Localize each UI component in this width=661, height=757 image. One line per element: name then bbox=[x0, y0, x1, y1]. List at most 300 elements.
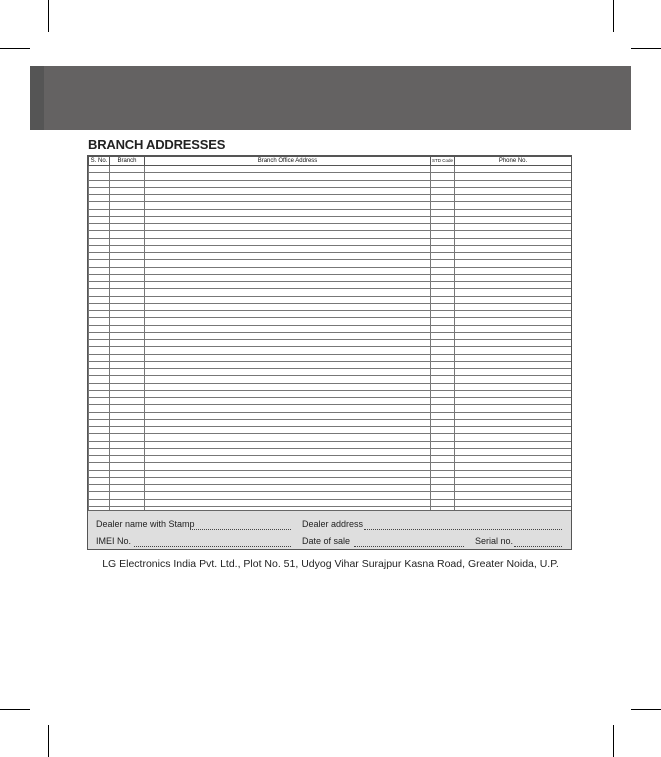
table-row bbox=[89, 492, 572, 499]
table-cell[interactable] bbox=[145, 477, 431, 484]
table-cell[interactable] bbox=[145, 260, 431, 267]
table-cell[interactable] bbox=[89, 173, 110, 180]
table-row bbox=[89, 470, 572, 477]
table-row bbox=[89, 216, 572, 223]
table-row bbox=[89, 361, 572, 368]
table-cell[interactable] bbox=[110, 260, 145, 267]
table-cell[interactable] bbox=[89, 340, 110, 347]
table-cell[interactable] bbox=[89, 267, 110, 274]
page-title: BRANCH ADDRESSES bbox=[88, 137, 226, 152]
table-row bbox=[89, 238, 572, 245]
table-cell[interactable] bbox=[145, 296, 431, 303]
table-row bbox=[89, 463, 572, 470]
table-cell[interactable] bbox=[455, 267, 572, 274]
table-cell[interactable] bbox=[110, 492, 145, 499]
column-header: Branch Office Address bbox=[145, 157, 431, 166]
table-cell[interactable] bbox=[110, 332, 145, 339]
table-cell[interactable] bbox=[455, 231, 572, 238]
table-cell[interactable] bbox=[110, 499, 145, 506]
table-cell[interactable] bbox=[145, 231, 431, 238]
table-cell[interactable] bbox=[145, 499, 431, 506]
table-cell[interactable] bbox=[431, 390, 455, 397]
table-row bbox=[89, 427, 572, 434]
table-cell[interactable] bbox=[89, 325, 110, 332]
table-row bbox=[89, 245, 572, 252]
table-cell[interactable] bbox=[89, 303, 110, 310]
table-cell[interactable] bbox=[89, 470, 110, 477]
table-cell[interactable] bbox=[89, 427, 110, 434]
table-cell[interactable] bbox=[455, 463, 572, 470]
table-cell[interactable] bbox=[455, 289, 572, 296]
table-cell[interactable] bbox=[145, 434, 431, 441]
table-cell[interactable] bbox=[145, 383, 431, 390]
table-row bbox=[89, 173, 572, 180]
table-cell[interactable] bbox=[455, 311, 572, 318]
table-cell[interactable] bbox=[145, 238, 431, 245]
dealer-info-box bbox=[88, 510, 571, 550]
table-cell[interactable] bbox=[89, 311, 110, 318]
table-cell[interactable] bbox=[145, 427, 431, 434]
table-row bbox=[89, 340, 572, 347]
table-cell[interactable] bbox=[431, 325, 455, 332]
table-cell[interactable] bbox=[145, 187, 431, 194]
table-cell[interactable] bbox=[110, 354, 145, 361]
table-row bbox=[89, 369, 572, 376]
table-cell[interactable] bbox=[431, 419, 455, 426]
table-row bbox=[89, 383, 572, 390]
table-cell[interactable] bbox=[89, 209, 110, 216]
crop-mark bbox=[631, 709, 661, 710]
table-cell[interactable] bbox=[145, 318, 431, 325]
table-cell[interactable] bbox=[145, 303, 431, 310]
table-cell[interactable] bbox=[455, 202, 572, 209]
table-cell[interactable] bbox=[455, 347, 572, 354]
table-row bbox=[89, 485, 572, 492]
table-cell[interactable] bbox=[431, 166, 455, 173]
table-cell[interactable] bbox=[110, 267, 145, 274]
table-cell[interactable] bbox=[455, 470, 572, 477]
table-cell[interactable] bbox=[89, 245, 110, 252]
table-cell[interactable] bbox=[431, 311, 455, 318]
table-body bbox=[89, 166, 572, 521]
table-cell[interactable] bbox=[455, 456, 572, 463]
table-cell[interactable] bbox=[145, 195, 431, 202]
table-cell[interactable] bbox=[455, 245, 572, 252]
table-cell[interactable] bbox=[431, 332, 455, 339]
table-cell[interactable] bbox=[431, 434, 455, 441]
table-cell[interactable] bbox=[89, 361, 110, 368]
table-cell[interactable] bbox=[145, 456, 431, 463]
table-cell[interactable] bbox=[145, 347, 431, 354]
table-cell[interactable] bbox=[110, 347, 145, 354]
table-cell[interactable] bbox=[455, 325, 572, 332]
table-cell[interactable] bbox=[431, 216, 455, 223]
branch-table bbox=[88, 156, 572, 521]
table-cell[interactable] bbox=[110, 311, 145, 318]
table-cell[interactable] bbox=[110, 296, 145, 303]
table-cell[interactable] bbox=[89, 412, 110, 419]
table-cell[interactable] bbox=[431, 260, 455, 267]
header-banner bbox=[30, 66, 631, 130]
table-cell[interactable] bbox=[455, 296, 572, 303]
table-cell[interactable] bbox=[89, 441, 110, 448]
table-cell[interactable] bbox=[145, 274, 431, 281]
table-row bbox=[89, 390, 572, 397]
table-row bbox=[89, 187, 572, 194]
table-cell[interactable] bbox=[89, 274, 110, 281]
table-cell[interactable] bbox=[110, 231, 145, 238]
table-cell[interactable] bbox=[145, 311, 431, 318]
table-cell[interactable] bbox=[431, 187, 455, 194]
table-cell[interactable] bbox=[110, 361, 145, 368]
table-header-row bbox=[89, 157, 572, 166]
table-cell[interactable] bbox=[455, 434, 572, 441]
table-cell[interactable] bbox=[455, 340, 572, 347]
table-cell[interactable] bbox=[431, 412, 455, 419]
table-cell[interactable] bbox=[145, 398, 431, 405]
table-cell[interactable] bbox=[89, 354, 110, 361]
table-cell[interactable] bbox=[89, 477, 110, 484]
table-cell[interactable] bbox=[110, 224, 145, 231]
table-cell[interactable] bbox=[431, 245, 455, 252]
table-cell[interactable] bbox=[455, 354, 572, 361]
table-cell[interactable] bbox=[145, 448, 431, 455]
table-cell[interactable] bbox=[110, 289, 145, 296]
table-cell[interactable] bbox=[89, 390, 110, 397]
table-cell[interactable] bbox=[431, 492, 455, 499]
table-cell[interactable] bbox=[145, 209, 431, 216]
table-cell[interactable] bbox=[431, 282, 455, 289]
table-cell[interactable] bbox=[455, 303, 572, 310]
table-row bbox=[89, 318, 572, 325]
table-cell[interactable] bbox=[145, 485, 431, 492]
table-cell[interactable] bbox=[455, 173, 572, 180]
table-cell[interactable] bbox=[110, 216, 145, 223]
crop-mark bbox=[613, 725, 614, 757]
table-cell[interactable] bbox=[455, 383, 572, 390]
table-cell[interactable] bbox=[145, 224, 431, 231]
table-cell[interactable] bbox=[110, 274, 145, 281]
table-cell[interactable] bbox=[110, 434, 145, 441]
table-row bbox=[89, 434, 572, 441]
table-cell[interactable] bbox=[89, 289, 110, 296]
table-cell[interactable] bbox=[145, 245, 431, 252]
dealer-name-line[interactable] bbox=[190, 529, 291, 530]
table-cell[interactable] bbox=[455, 238, 572, 245]
table-cell[interactable] bbox=[89, 202, 110, 209]
table-cell[interactable] bbox=[431, 253, 455, 260]
table-cell[interactable] bbox=[89, 332, 110, 339]
table-cell[interactable] bbox=[431, 224, 455, 231]
table-cell[interactable] bbox=[89, 216, 110, 223]
table-cell[interactable] bbox=[89, 434, 110, 441]
table-row bbox=[89, 282, 572, 289]
table-cell[interactable] bbox=[110, 470, 145, 477]
table-cell[interactable] bbox=[110, 448, 145, 455]
table-cell[interactable] bbox=[110, 456, 145, 463]
table-cell[interactable] bbox=[431, 485, 455, 492]
table-cell[interactable] bbox=[110, 427, 145, 434]
table-cell[interactable] bbox=[145, 412, 431, 419]
table-cell[interactable] bbox=[110, 180, 145, 187]
table-cell[interactable] bbox=[431, 347, 455, 354]
table-cell[interactable] bbox=[431, 361, 455, 368]
table-cell[interactable] bbox=[455, 260, 572, 267]
table-cell[interactable] bbox=[431, 231, 455, 238]
table-cell[interactable] bbox=[89, 405, 110, 412]
table-cell[interactable] bbox=[110, 187, 145, 194]
table-cell[interactable] bbox=[110, 477, 145, 484]
table-cell[interactable] bbox=[145, 361, 431, 368]
table-cell[interactable] bbox=[431, 202, 455, 209]
table-cell[interactable] bbox=[455, 180, 572, 187]
table-cell[interactable] bbox=[110, 166, 145, 173]
table-cell[interactable] bbox=[145, 390, 431, 397]
table-cell[interactable] bbox=[455, 209, 572, 216]
table-cell[interactable] bbox=[431, 383, 455, 390]
table-cell[interactable] bbox=[89, 260, 110, 267]
table-cell[interactable] bbox=[431, 274, 455, 281]
table-cell[interactable] bbox=[455, 361, 572, 368]
column-header: Branch bbox=[110, 157, 145, 166]
table-cell[interactable] bbox=[145, 325, 431, 332]
table-cell[interactable] bbox=[431, 456, 455, 463]
table-cell[interactable] bbox=[455, 187, 572, 194]
table-row bbox=[89, 412, 572, 419]
table-cell[interactable] bbox=[455, 441, 572, 448]
table-cell[interactable] bbox=[89, 296, 110, 303]
table-cell[interactable] bbox=[145, 405, 431, 412]
table-row bbox=[89, 405, 572, 412]
table-cell[interactable] bbox=[89, 318, 110, 325]
table-cell[interactable] bbox=[455, 390, 572, 397]
table-cell[interactable] bbox=[145, 180, 431, 187]
table-cell[interactable] bbox=[110, 405, 145, 412]
table-cell[interactable] bbox=[431, 289, 455, 296]
date-of-sale-line[interactable] bbox=[354, 546, 464, 547]
table-cell[interactable] bbox=[455, 318, 572, 325]
table-cell[interactable] bbox=[89, 180, 110, 187]
table-cell[interactable] bbox=[145, 267, 431, 274]
table-row bbox=[89, 456, 572, 463]
column-header: S. No. bbox=[89, 157, 110, 166]
table-cell[interactable] bbox=[145, 340, 431, 347]
table-cell[interactable] bbox=[455, 216, 572, 223]
table-cell[interactable] bbox=[89, 231, 110, 238]
table-cell[interactable] bbox=[89, 187, 110, 194]
table-cell[interactable] bbox=[89, 282, 110, 289]
table-cell[interactable] bbox=[455, 477, 572, 484]
table-cell[interactable] bbox=[110, 485, 145, 492]
table-cell[interactable] bbox=[89, 195, 110, 202]
table-cell[interactable] bbox=[110, 253, 145, 260]
table-cell[interactable] bbox=[89, 398, 110, 405]
table-cell[interactable] bbox=[455, 332, 572, 339]
table-cell[interactable] bbox=[455, 398, 572, 405]
table-cell[interactable] bbox=[110, 318, 145, 325]
table-cell[interactable] bbox=[89, 238, 110, 245]
table-cell[interactable] bbox=[110, 441, 145, 448]
crop-mark bbox=[0, 48, 30, 49]
table-cell[interactable] bbox=[110, 376, 145, 383]
table-cell[interactable] bbox=[145, 166, 431, 173]
table-cell[interactable] bbox=[89, 499, 110, 506]
table-cell[interactable] bbox=[110, 340, 145, 347]
table-row bbox=[89, 441, 572, 448]
table-cell[interactable] bbox=[89, 485, 110, 492]
table-cell[interactable] bbox=[89, 419, 110, 426]
table-cell[interactable] bbox=[89, 224, 110, 231]
table-cell[interactable] bbox=[110, 463, 145, 470]
table-row bbox=[89, 202, 572, 209]
table-cell[interactable] bbox=[110, 419, 145, 426]
table-row bbox=[89, 477, 572, 484]
table-cell[interactable] bbox=[431, 209, 455, 216]
table-cell[interactable] bbox=[110, 412, 145, 419]
table-cell[interactable] bbox=[89, 463, 110, 470]
table-cell[interactable] bbox=[431, 340, 455, 347]
table-cell[interactable] bbox=[110, 390, 145, 397]
column-header: Phone No. bbox=[455, 157, 572, 166]
table-cell[interactable] bbox=[431, 398, 455, 405]
table-cell[interactable] bbox=[145, 376, 431, 383]
table-cell[interactable] bbox=[89, 456, 110, 463]
table-cell[interactable] bbox=[110, 209, 145, 216]
table-row bbox=[89, 267, 572, 274]
table-cell[interactable] bbox=[455, 492, 572, 499]
table-row bbox=[89, 499, 572, 506]
table-cell[interactable] bbox=[110, 398, 145, 405]
table-cell[interactable] bbox=[431, 195, 455, 202]
table-row bbox=[89, 180, 572, 187]
table-cell[interactable] bbox=[455, 448, 572, 455]
table-cell[interactable] bbox=[431, 238, 455, 245]
table-cell[interactable] bbox=[110, 173, 145, 180]
crop-mark bbox=[48, 725, 49, 757]
table-cell[interactable] bbox=[431, 180, 455, 187]
table-cell[interactable] bbox=[89, 253, 110, 260]
table-cell[interactable] bbox=[89, 369, 110, 376]
table-cell[interactable] bbox=[431, 427, 455, 434]
table-cell[interactable] bbox=[89, 166, 110, 173]
table-cell[interactable] bbox=[89, 347, 110, 354]
table-cell[interactable] bbox=[455, 195, 572, 202]
table-row bbox=[89, 332, 572, 339]
table-cell[interactable] bbox=[145, 289, 431, 296]
table-row bbox=[89, 325, 572, 332]
table-cell[interactable] bbox=[431, 463, 455, 470]
table-cell[interactable] bbox=[145, 441, 431, 448]
table-cell[interactable] bbox=[431, 369, 455, 376]
table-cell[interactable] bbox=[455, 376, 572, 383]
table-cell[interactable] bbox=[89, 383, 110, 390]
table-cell[interactable] bbox=[455, 405, 572, 412]
table-cell[interactable] bbox=[431, 303, 455, 310]
table-cell[interactable] bbox=[455, 369, 572, 376]
table-cell[interactable] bbox=[110, 238, 145, 245]
table-cell[interactable] bbox=[431, 318, 455, 325]
table-cell[interactable] bbox=[455, 419, 572, 426]
table-cell[interactable] bbox=[455, 412, 572, 419]
dealer-address-line[interactable] bbox=[364, 529, 562, 530]
table-cell[interactable] bbox=[431, 354, 455, 361]
table-row bbox=[89, 347, 572, 354]
crop-mark bbox=[48, 0, 49, 32]
table-cell[interactable] bbox=[145, 463, 431, 470]
table-cell[interactable] bbox=[455, 224, 572, 231]
table-cell[interactable] bbox=[145, 492, 431, 499]
table-cell[interactable] bbox=[89, 376, 110, 383]
table-cell[interactable] bbox=[89, 448, 110, 455]
table-cell[interactable] bbox=[145, 202, 431, 209]
table-cell[interactable] bbox=[431, 376, 455, 383]
banner-tab bbox=[30, 66, 44, 130]
table-cell[interactable] bbox=[110, 303, 145, 310]
table-cell[interactable] bbox=[145, 369, 431, 376]
table-cell[interactable] bbox=[110, 202, 145, 209]
table-cell[interactable] bbox=[431, 470, 455, 477]
table-cell[interactable] bbox=[431, 499, 455, 506]
table-cell[interactable] bbox=[431, 477, 455, 484]
table-row bbox=[89, 231, 572, 238]
table-cell[interactable] bbox=[145, 332, 431, 339]
table-cell[interactable] bbox=[110, 369, 145, 376]
imei-label: IMEI No. bbox=[96, 536, 132, 546]
table-cell[interactable] bbox=[431, 173, 455, 180]
table-cell[interactable] bbox=[455, 499, 572, 506]
table-cell[interactable] bbox=[431, 405, 455, 412]
table-row bbox=[89, 354, 572, 361]
table-cell[interactable] bbox=[145, 470, 431, 477]
dealer-name-label: Dealer name with Stamp bbox=[96, 519, 195, 529]
table-cell[interactable] bbox=[431, 267, 455, 274]
table-row bbox=[89, 296, 572, 303]
table-cell[interactable] bbox=[431, 448, 455, 455]
table-cell[interactable] bbox=[455, 166, 572, 173]
table-cell[interactable] bbox=[145, 282, 431, 289]
table-cell[interactable] bbox=[110, 383, 145, 390]
table-row bbox=[89, 253, 572, 260]
table-cell[interactable] bbox=[145, 354, 431, 361]
table-cell[interactable] bbox=[145, 419, 431, 426]
date-of-sale-label: Date of sale bbox=[302, 536, 351, 546]
table-row bbox=[89, 311, 572, 318]
table-cell[interactable] bbox=[110, 282, 145, 289]
table-row bbox=[89, 195, 572, 202]
table-cell[interactable] bbox=[431, 296, 455, 303]
dealer-address-label: Dealer address bbox=[302, 519, 364, 529]
column-header: STD Code bbox=[431, 157, 455, 166]
table-cell[interactable] bbox=[89, 492, 110, 499]
table-cell[interactable] bbox=[145, 173, 431, 180]
table-cell[interactable] bbox=[110, 195, 145, 202]
table-cell[interactable] bbox=[455, 282, 572, 289]
table-cell[interactable] bbox=[110, 245, 145, 252]
serial-no-label: Serial no. bbox=[475, 536, 514, 546]
table-cell[interactable] bbox=[145, 253, 431, 260]
table-cell[interactable] bbox=[145, 216, 431, 223]
table-cell[interactable] bbox=[455, 485, 572, 492]
table-cell[interactable] bbox=[455, 253, 572, 260]
table-cell[interactable] bbox=[455, 274, 572, 281]
imei-line[interactable] bbox=[134, 546, 291, 547]
serial-no-line[interactable] bbox=[514, 546, 562, 547]
table-cell[interactable] bbox=[110, 325, 145, 332]
table-cell[interactable] bbox=[455, 427, 572, 434]
table-cell[interactable] bbox=[431, 441, 455, 448]
table-row bbox=[89, 274, 572, 281]
table-row bbox=[89, 448, 572, 455]
